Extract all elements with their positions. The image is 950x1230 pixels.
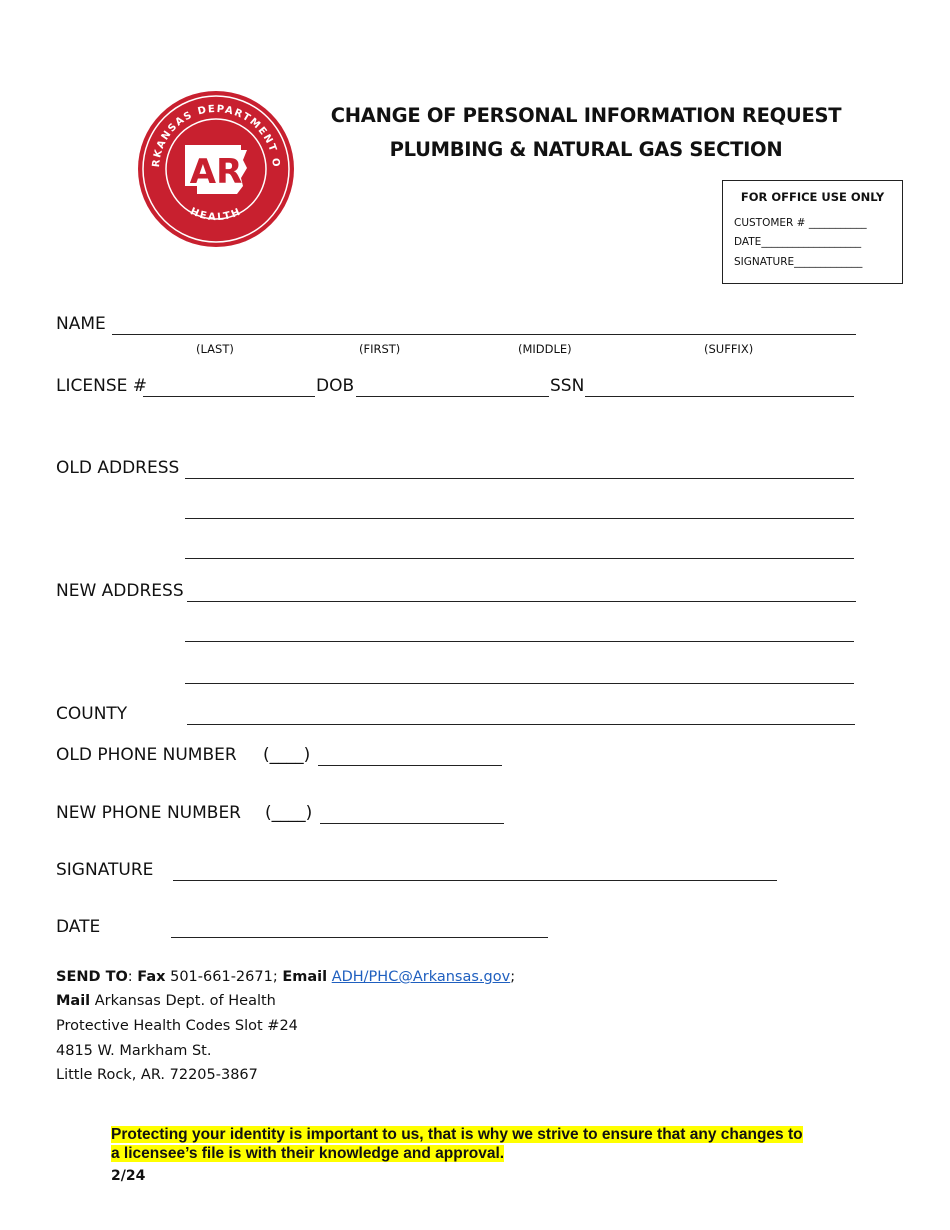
- mail-address-4: Little Rock, AR. 72205-3867: [56, 1067, 258, 1083]
- old-address-line-1[interactable]: [185, 478, 854, 479]
- old-phone-label: OLD PHONE NUMBER: [56, 745, 237, 765]
- name-field[interactable]: [112, 334, 856, 335]
- office-use-box: [722, 180, 903, 284]
- email-suffix: ;: [510, 969, 516, 985]
- email-link[interactable]: ADH/PHC@Arkansas.gov: [331, 969, 511, 985]
- office-signature-field: SIGNATURE_____________: [734, 256, 863, 268]
- ssn-label: SSN: [550, 376, 585, 396]
- new-address-line-3[interactable]: [185, 683, 854, 684]
- office-customer-field: CUSTOMER # ___________: [734, 217, 867, 229]
- name-sub-last: (LAST): [196, 342, 234, 356]
- fax-number: 501-661-2671;: [170, 969, 278, 985]
- identity-notice: [111, 1125, 811, 1163]
- identity-notice-text: Protecting your identity is important to us, that is why we strive to ensure that any changes to a licensee’s file is with their knowledge and approval.: [111, 1126, 803, 1162]
- arkansas-health-logo: [137, 90, 295, 248]
- send-to-line: SEND TO: Fax 501-661-2671; Email ADH/PHC@Arkansas.gov;: [56, 969, 516, 985]
- name-sub-middle: (MIDDLE): [518, 342, 572, 356]
- page-subtitle: PLUMBING & NATURAL GAS SECTION: [389, 138, 783, 161]
- logo-ring-text: RKANSAS DEPARTMENT O: [150, 103, 282, 169]
- ssn-field[interactable]: [585, 396, 854, 397]
- mail-label: Mail: [56, 993, 91, 1009]
- new-phone-field[interactable]: [320, 823, 504, 824]
- county-field[interactable]: [187, 724, 855, 725]
- office-use-title: FOR OFFICE USE ONLY: [740, 190, 885, 204]
- old-address-line-2[interactable]: [185, 518, 854, 519]
- name-sub-suffix: (SUFFIX): [704, 342, 754, 356]
- name-label: NAME: [56, 314, 106, 334]
- mail-address-1: Arkansas Dept. of Health: [94, 993, 276, 1009]
- dob-label: DOB: [316, 376, 355, 396]
- old-phone-area[interactable]: (____): [263, 745, 311, 765]
- new-phone-label: NEW PHONE NUMBER: [56, 803, 241, 823]
- fax-label: Fax: [137, 969, 166, 985]
- new-phone-area[interactable]: (____): [265, 803, 313, 823]
- send-to-label: SEND TO: [56, 969, 128, 985]
- revision-date: 2/24: [111, 1168, 146, 1184]
- logo-bottom-text: HEALTH: [188, 206, 244, 224]
- old-address-line-3[interactable]: [185, 558, 854, 559]
- logo-mark: AR: [189, 152, 243, 192]
- new-address-label: NEW ADDRESS: [56, 581, 184, 601]
- mail-address-2: Protective Health Codes Slot #24: [56, 1018, 298, 1034]
- new-address-line-2[interactable]: [185, 641, 854, 642]
- county-label: COUNTY: [56, 704, 128, 724]
- signature-field[interactable]: [173, 880, 777, 881]
- old-address-label: OLD ADDRESS: [56, 458, 180, 478]
- license-label: LICENSE #: [56, 376, 147, 396]
- mail-line-1: [56, 993, 276, 1009]
- office-date-field: DATE___________________: [734, 236, 862, 248]
- old-phone-field[interactable]: [318, 765, 502, 766]
- name-sub-first: (FIRST): [359, 342, 401, 356]
- dob-field[interactable]: [356, 396, 549, 397]
- date-label: DATE: [56, 917, 101, 937]
- mail-address-3: 4815 W. Markham St.: [56, 1043, 212, 1059]
- signature-label: SIGNATURE: [56, 860, 154, 880]
- email-label: Email: [282, 969, 328, 985]
- new-address-line-1[interactable]: [187, 601, 856, 602]
- date-field[interactable]: [171, 937, 548, 938]
- license-field[interactable]: [143, 396, 315, 397]
- page-title: CHANGE OF PERSONAL INFORMATION REQUEST: [330, 104, 842, 127]
